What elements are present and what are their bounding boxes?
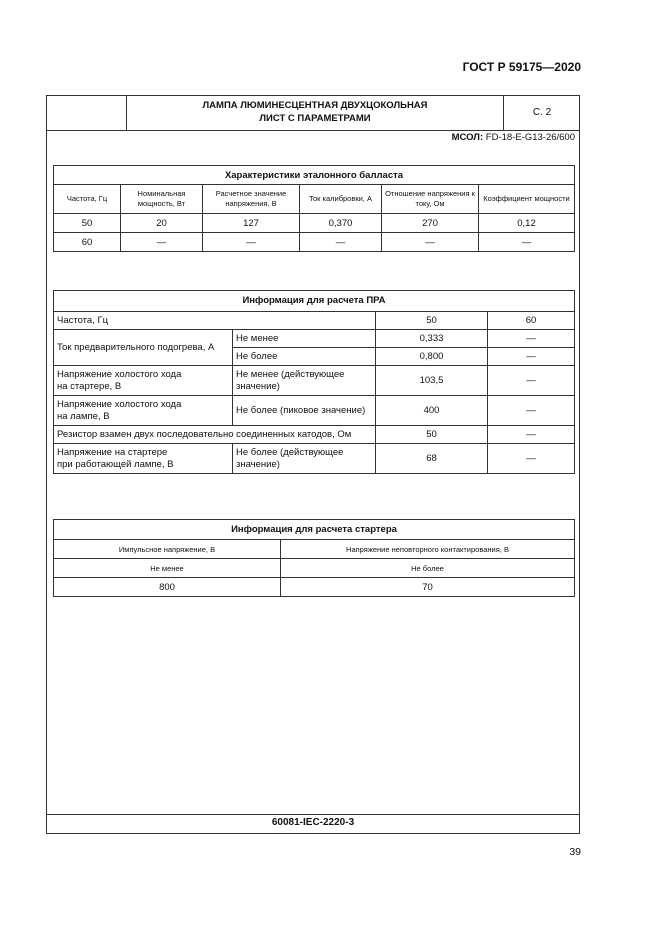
table-row: [54, 396, 575, 426]
sheet-header: [47, 96, 579, 131]
pra-idle-lamp-cond: Не более (пиковое значение): [233, 396, 376, 426]
ballast-cell: —: [300, 233, 382, 252]
ballast-cell: —: [121, 233, 203, 252]
pra-resistor-60: —: [488, 426, 575, 444]
msol-label: МСОЛ:: [451, 132, 484, 143]
pra-idle-starter-label-1: Напряжение холостого хода: [57, 368, 182, 380]
ballast-col-header: Расчетное значение напряжения, В: [203, 185, 300, 214]
pra-idle-lamp-label-2: на лампе, В: [57, 410, 110, 422]
ballast-title: Характеристики эталонного балласта: [54, 166, 575, 185]
ballast-col-header: Номинальная мощность, Вт: [121, 185, 203, 214]
ballast-col-header: Ток калибровки, А: [300, 185, 382, 214]
sheet-page-ref: С. 2: [532, 107, 552, 118]
footer-divider: [47, 814, 579, 815]
header-blank-cell: [47, 96, 127, 130]
standard-number: ГОСТ Р 59175—2020: [462, 60, 581, 74]
ballast-col-header: Отношение напряжения к току, Ом: [382, 185, 479, 214]
pra-preheat-min-60: —: [488, 330, 575, 348]
pra-idle-starter-50: 103,5: [376, 366, 488, 396]
pra-freq-60: 60: [488, 312, 575, 330]
pra-title: Информация для расчета ПРА: [54, 291, 575, 312]
pra-run-label-1: Напряжение на стартере: [57, 446, 168, 458]
ballast-cell: 127: [203, 214, 300, 233]
starter-val1: 800: [54, 578, 281, 597]
ballast-cell: —: [203, 233, 300, 252]
table-row: [54, 233, 575, 252]
pra-idle-starter-label: [54, 366, 233, 396]
table-row: [54, 214, 575, 233]
table-row: [54, 312, 575, 330]
ballast-cell: 20: [121, 214, 203, 233]
table-row: [54, 540, 575, 559]
ballast-cell: —: [382, 233, 479, 252]
pra-idle-starter-cond: Не менее (действующее значение): [233, 366, 376, 396]
starter-cond2: Не более: [281, 559, 575, 578]
pra-table: [53, 290, 575, 474]
pra-preheat-max-50: 0,800: [376, 348, 488, 366]
starter-col2-header: Напряжение неповторного контактирования, В: [281, 540, 575, 559]
starter-col1-header: Импульсное напряжение, В: [54, 540, 281, 559]
starter-title: Информация для расчета стартера: [54, 520, 575, 540]
sheet-title-line1: ЛАМПА ЛЮМИНЕСЦЕНТНАЯ ДВУХЦОКОЛЬНАЯ: [202, 100, 428, 111]
starter-table: [53, 519, 575, 597]
ballast-table: [53, 165, 575, 252]
table-row: [54, 578, 575, 597]
pra-preheat-max-60: —: [488, 348, 575, 366]
ballast-cell: —: [479, 233, 575, 252]
pra-preheat-label: Ток предварительного подогрева, А: [54, 330, 233, 366]
starter-cond1: Не менее: [54, 559, 281, 578]
pra-run-cond: Не более (действующее значение): [233, 444, 376, 474]
pra-preheat-min-50: 0,333: [376, 330, 488, 348]
pra-run-50: 68: [376, 444, 488, 474]
ballast-cell: 0,370: [300, 214, 382, 233]
msol-value: FD-18-E-G13-26/600: [485, 132, 575, 143]
pra-idle-lamp-50: 400: [376, 396, 488, 426]
pra-run-label-2: при работающей лампе, В: [57, 458, 174, 470]
ballast-cell: 270: [382, 214, 479, 233]
pra-freq-50: 50: [376, 312, 488, 330]
ballast-cell: 60: [54, 233, 121, 252]
pra-idle-lamp-60: —: [488, 396, 575, 426]
pra-idle-lamp-label: [54, 396, 233, 426]
starter-val2: 70: [281, 578, 575, 597]
pra-run-label: [54, 444, 233, 474]
sheet-title: [127, 96, 504, 130]
ballast-cell: 0,12: [479, 214, 575, 233]
pra-idle-starter-60: —: [488, 366, 575, 396]
table-row: [54, 559, 575, 578]
sheet-frame: [46, 95, 580, 834]
pra-run-60: —: [488, 444, 575, 474]
pra-preheat-max-label: Не более: [233, 348, 376, 366]
msol-line: [47, 132, 579, 143]
sheet-code: 60081-IEC-2220-3: [271, 817, 355, 828]
ballast-col-header: Коэффициент мощности: [479, 185, 575, 214]
pra-preheat-min-label: Не менее: [233, 330, 376, 348]
pra-resistor-50: 50: [376, 426, 488, 444]
ballast-cell: 50: [54, 214, 121, 233]
sheet-title-line2: ЛИСТ С ПАРАМЕТРАМИ: [259, 113, 371, 124]
page-number: 39: [569, 846, 581, 858]
table-row: [54, 330, 575, 348]
table-row: [54, 426, 575, 444]
pra-resistor-label: Резистор взамен двух последовательно соединенных катодов, Ом: [54, 426, 376, 444]
pra-idle-starter-label-2: на стартере, В: [57, 380, 122, 392]
pra-freq-label: Частота, Гц: [54, 312, 376, 330]
table-row: [54, 366, 575, 396]
table-row: [54, 444, 575, 474]
ballast-col-header: Частота, Гц: [54, 185, 121, 214]
pra-idle-lamp-label-1: Напряжение холостого хода: [57, 398, 182, 410]
